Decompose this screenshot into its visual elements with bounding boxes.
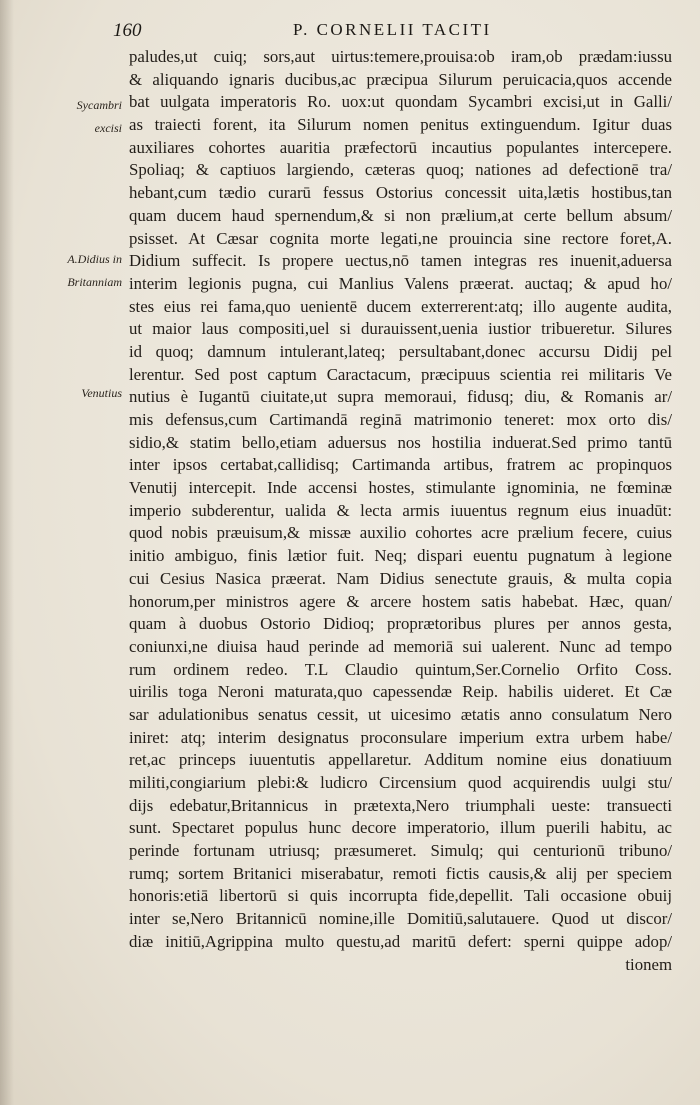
text-block	[129, 46, 672, 976]
text-line: cui Cesius Nasica præerat. Nam Didius senectute grauis, & multa copia	[129, 568, 672, 588]
text-line: interim legionis pugna, cui Manlius Valens præerat. auctaq; & apud ho/	[129, 273, 672, 293]
text-line: iniret: atq; interim designatus proconsulare imperium extra urbem habe/	[129, 727, 672, 747]
page-number: 160	[113, 20, 142, 41]
marginal-note-venutius: Venutius	[81, 386, 122, 400]
marginal-note-excisi: excisi	[94, 121, 122, 135]
text-line: as traiecti forent, ita Silurum nomen penitus extinguendum. Igitur duas	[129, 115, 672, 135]
text-line: stes eius rei fama,quo uenientē ducem exterrerent:atq; illo augente audita,	[129, 296, 672, 316]
text-line: sunt. Spectaret populus hunc decore imperatorio, illum puerili habitu, ac	[129, 818, 672, 838]
running-head: P. CORNELII TACITI	[293, 20, 492, 39]
marginal-note-sycambri: Sycambri	[76, 98, 122, 112]
text-line: sidio,& statim bello,etiam aduersus nos hostilia induerat.Sed primo tantū	[129, 432, 672, 452]
text-line: honorum,per ministros agere & arcere hostem satis habebat. Hæc, quan/	[129, 591, 672, 611]
text-line: lerentur. Sed post captum Caractacum, præcipuus scientia rei militaris Ve	[129, 364, 672, 384]
text-line: uirilis toga Neroni maturata,quo capessendæ Reip. habilis uideret. Et Cæ	[129, 682, 672, 702]
text-line: imperio subderentur, ualida & lecta armis iuuentus regnum eius inuadūt:	[129, 500, 672, 520]
text-line: Didium suffecit. Is propere uectus,nō tamen integras res inuenit,aduersa	[129, 251, 672, 271]
text-line: inter ipsos certabat,callidisq; Cartimanda artibus, fratrem ac propinquos	[129, 455, 672, 475]
text-line: quod nobis præuisum,& missæ auxilio cohortes acre prælium fecere, cuius	[129, 523, 672, 543]
text-line: hebant,cum tædio curarū fessus Ostorius concessit uita,lætis hostibus,tan	[129, 183, 672, 203]
text-line: perinde fortunam utriusq; præsumeret. Simulq; qui centurionū tribuno/	[129, 841, 672, 861]
text-line: Spoliaq; & captiuos largiendo, cæteras quoq; nationes ad defectionē tra/	[129, 160, 672, 180]
text-line: tionem	[625, 954, 672, 974]
text-line: honoris:etiā libertorū si quis incorrupta fide,depellit. Tali occasione obuij	[129, 886, 672, 906]
text-line: mis defensus,cum Cartimandā reginā matrimonio teneret: mox orto dis/	[129, 410, 672, 429]
text-line: quam ducem haud spernendum,& si non prælium,at certe bellum absum/	[129, 205, 672, 225]
text-line: militi,congiarium plebi:& ludicro Circensium quod acquirendis uulgi stu/	[129, 773, 672, 792]
text-line: ret,ac princeps iuuentutis appellaretur. Additum nomine eius donatiuum	[129, 750, 672, 770]
text-line: inter se,Nero Britannicū nomine,ille Domitiū,salutauere. Quod ut discor/	[129, 909, 672, 929]
text-line: ut maior laus compositi,uel si durauissent,uenia iustior tribueretur. Silures	[129, 319, 672, 339]
marginal-note-didius: A.Didius in	[67, 252, 122, 266]
text-line: auxiliares cohortes auaritia præfectorū incautius populantes intercepere.	[129, 137, 672, 157]
text-line: rumq; sortem Britanici miserabatur, remoti fictis causis,& alij per speciem	[129, 863, 672, 883]
text-line: Venutij intercepit. Inde accensi hostes, stimulante ignominia, ne fœminæ	[129, 478, 672, 498]
text-line: nutius è Iugantū ciuitate,ut supra memoraui, fidusq; diu, & Romanis ar/	[129, 387, 672, 407]
text-line: sar adulationibus senatus cessit, ut uicesimo ætatis anno consulatum Nero	[129, 704, 672, 724]
text-line: quam à duobus Ostorio Didioq; proprætoribus plures per annos gesta,	[129, 614, 672, 634]
text-line: & aliquando ignaris ducibus,ac præcipua Silurum peruicacia,quos accende	[129, 69, 672, 89]
text-line: id quoq; damnum intulerant,lateq; persultabant,donec accursu Didij pel	[129, 341, 672, 361]
text-line: rum ordinem redeo. T.L Claudio quintum,Ser.Cornelio Orfito Coss.	[129, 659, 672, 679]
text-line: dijs edebatur,Britannicus in prætexta,Nero triumphali ueste: transuecti	[129, 795, 672, 815]
page-header	[0, 16, 700, 44]
text-line: coniunxi,ne diuisa haud perinde ad memoriā sui ualerent. Nunc ad tempo	[129, 636, 672, 656]
text-line: bat uulgata imperatoris Ro. uox:ut quondam Sycambri excisi,ut in Galli/	[129, 92, 672, 112]
text-line: initio ambiguo, finis lætior fuit. Neq; dispari euentu pugnatum à legione	[129, 546, 672, 566]
marginal-note-britanniam: Britanniam	[67, 275, 122, 289]
text-line: psisset. At Cæsar cognita morte legati,ne prouincia sine rectore foret,A.	[129, 228, 672, 248]
text-line: paludes,ut cuiq; sors,aut uirtus:temere,prouisa:ob iram,ob prædam:iussu	[129, 47, 672, 66]
text-line: diæ initiū,Agrippina multo questu,ad maritū defert: sperni quippe adop/	[129, 931, 672, 951]
